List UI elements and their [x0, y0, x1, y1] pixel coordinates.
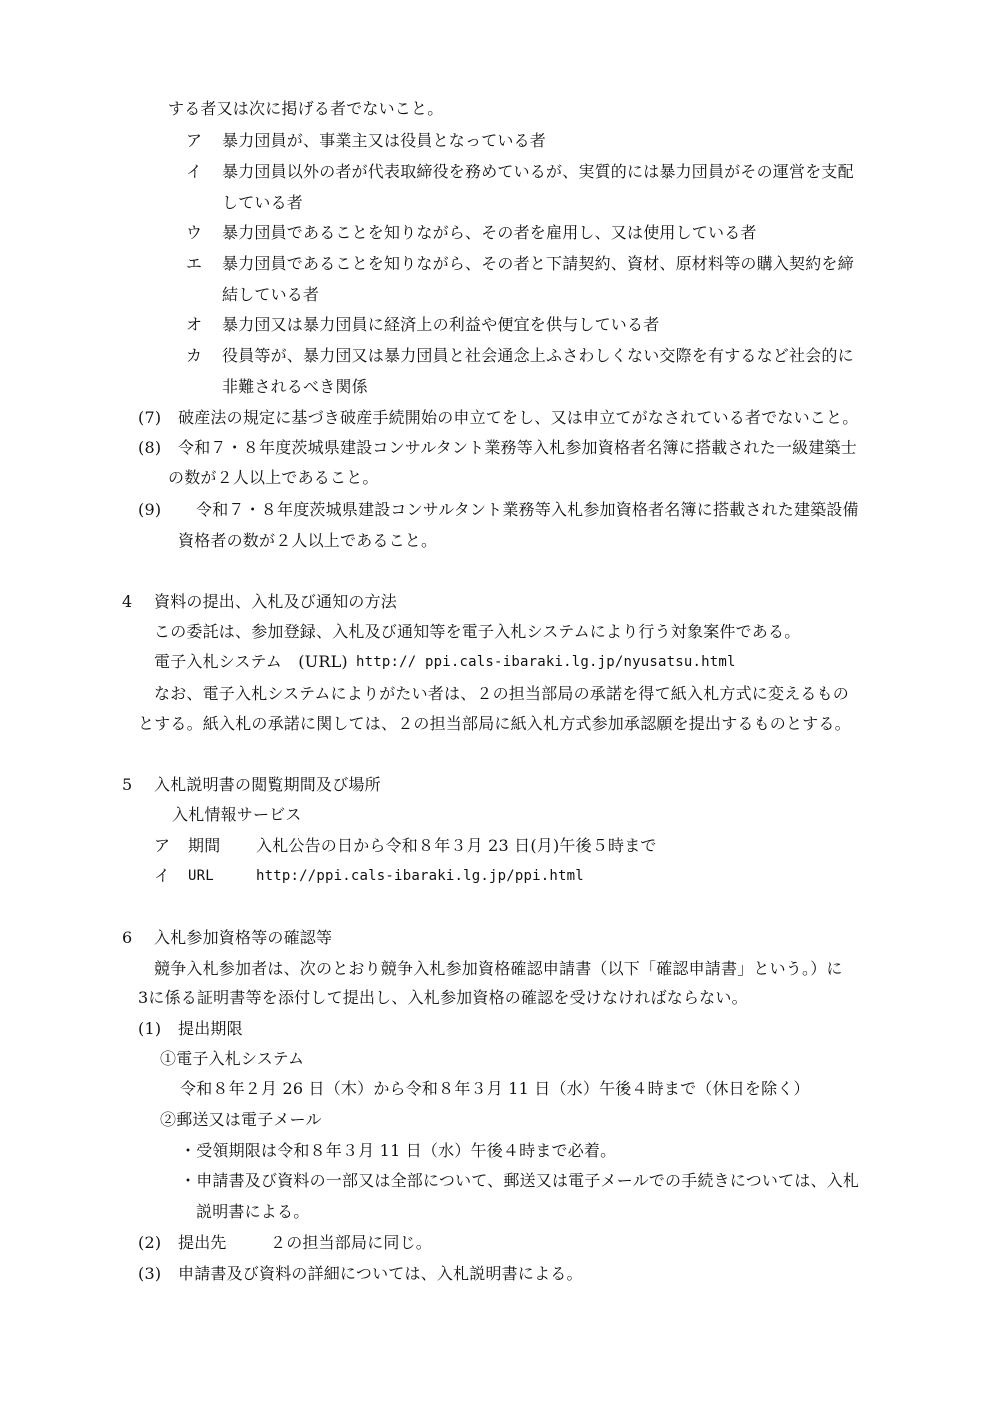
- list-item-continuation: 非難されるべき関係: [222, 377, 368, 396]
- list-marker: オ: [186, 315, 203, 334]
- option-title: ①電子入札システム: [160, 1049, 305, 1068]
- period-label: 期間: [188, 836, 221, 855]
- item3-intro: する者又は次に掲げる者でないこと。: [168, 99, 444, 118]
- subitem-label: 提出先: [178, 1233, 227, 1252]
- bullet-item: ・申請書及び資料の一部又は全部について、郵送又は電子メールでの手続きについては、入札: [180, 1171, 860, 1190]
- section-heading: 入札参加資格等の確認等: [154, 928, 333, 947]
- url-label: URL: [188, 868, 214, 884]
- subitem-text: 令和７・８年度茨城県建設コンサルタント業務等入札参加資格者名簿に搭載された一級建築士: [178, 438, 857, 457]
- list-marker: ア: [154, 836, 171, 855]
- list-item-continuation: している者: [222, 193, 304, 212]
- bullet-continuation: 説明書による。: [196, 1202, 310, 1221]
- section-heading: 入札説明書の閲覧期間及び場所: [154, 775, 381, 794]
- list-item: 暴力団員が、事業主又は役員となっている者: [222, 131, 547, 150]
- section-number: 5: [122, 775, 133, 794]
- list-item: 暴力団又は暴力団員に経済上の利益や便宜を供与している者: [222, 315, 660, 334]
- list-marker: ウ: [186, 223, 203, 242]
- option-detail: 令和８年２月 26 日（木）から令和８年３月 11 日（水）午後４時まで（休日を除く）: [180, 1079, 810, 1098]
- subitem-continuation: 資格者の数が２人以上であること。: [178, 531, 438, 550]
- subitem-continuation: の数が２人以上であること。: [168, 468, 379, 487]
- list-marker: ア: [186, 131, 203, 150]
- subitem-number: (7): [138, 408, 162, 427]
- list-marker: エ: [186, 254, 203, 273]
- subitem-number: (8): [138, 438, 162, 457]
- subitem-number: (2): [138, 1233, 162, 1252]
- subitem-text: 破産法の規定に基づき破産手続開始の申立てをし、又は申立てがなされている者でないこと。: [178, 408, 859, 427]
- subitem-text: 令和７・８年度茨城県建設コンサルタント業務等入札参加資格者名簿に搭載された建築設備: [196, 500, 859, 519]
- list-item: 役員等が、暴力団又は暴力団員と社会通念上ふさわしくない交際を有するなど社会的に: [222, 346, 854, 365]
- option-title: ②郵送又は電子メール: [160, 1110, 322, 1129]
- paragraph: なお、電子入札システムによりがたい者は、２の担当部局の承諾を得て紙入札方式に変えるもの: [154, 684, 850, 703]
- paragraph: この委託は、参加登録、入札及び通知等を電子入札システムにより行う対象案件である。: [154, 622, 801, 641]
- list-item: 暴力団員以外の者が代表取締役を務めているが、実質的には暴力団員がその運営を支配: [222, 162, 854, 181]
- list-item-continuation: 結している者: [222, 285, 320, 304]
- subitem-value: ２の担当部局に同じ。: [270, 1233, 433, 1252]
- list-marker: カ: [186, 346, 203, 365]
- list-marker: イ: [154, 866, 171, 885]
- paragraph-continuation: とする。紙入札の承諾に関しては、２の担当部局に紙入札方式参加承認願を提出するものとする。: [138, 714, 851, 733]
- subitem-number: (3): [138, 1264, 162, 1283]
- list-marker: イ: [186, 162, 203, 181]
- subitem-title: 提出期限: [178, 1019, 243, 1038]
- bullet-item: ・受領期限は令和８年３月 11 日（水）午後４時まで必着。: [180, 1141, 617, 1160]
- paragraph: 競争入札参加者は、次のとおり競争入札参加資格確認申請書（以下「確認申請書」という。）に: [154, 959, 843, 978]
- system-label: 電子入札システム (URL): [154, 652, 348, 671]
- subitem-text: 申請書及び資料の詳細については、入札説明書による。: [178, 1264, 583, 1283]
- list-item: 暴力団員であることを知りながら、その者と下請契約、資材、原材料等の購入契約を締: [222, 254, 854, 273]
- period-value: 入札公告の日から令和８年３月 23 日(月)午後５時まで: [256, 836, 657, 855]
- list-item: 暴力団員であることを知りながら、その者を雇用し、又は使用している者: [222, 223, 757, 242]
- system-url-link[interactable]: http:// ppi.cals-ibaraki.lg.jp/nyusatsu.html: [356, 654, 736, 670]
- ppi-url-link[interactable]: http://ppi.cals-ibaraki.lg.jp/ppi.html: [256, 868, 584, 884]
- section-heading: 資料の提出、入札及び通知の方法: [154, 592, 398, 611]
- subitem-number: (9): [138, 500, 162, 519]
- paragraph-continuation: 3に係る証明書等を添付して提出し、入札参加資格の確認を受けなければならない。: [138, 988, 748, 1007]
- section-number: 6: [122, 928, 133, 947]
- subitem-number: (1): [138, 1019, 162, 1038]
- service-name: 入札情報サービス: [172, 805, 302, 824]
- section-number: 4: [122, 592, 133, 611]
